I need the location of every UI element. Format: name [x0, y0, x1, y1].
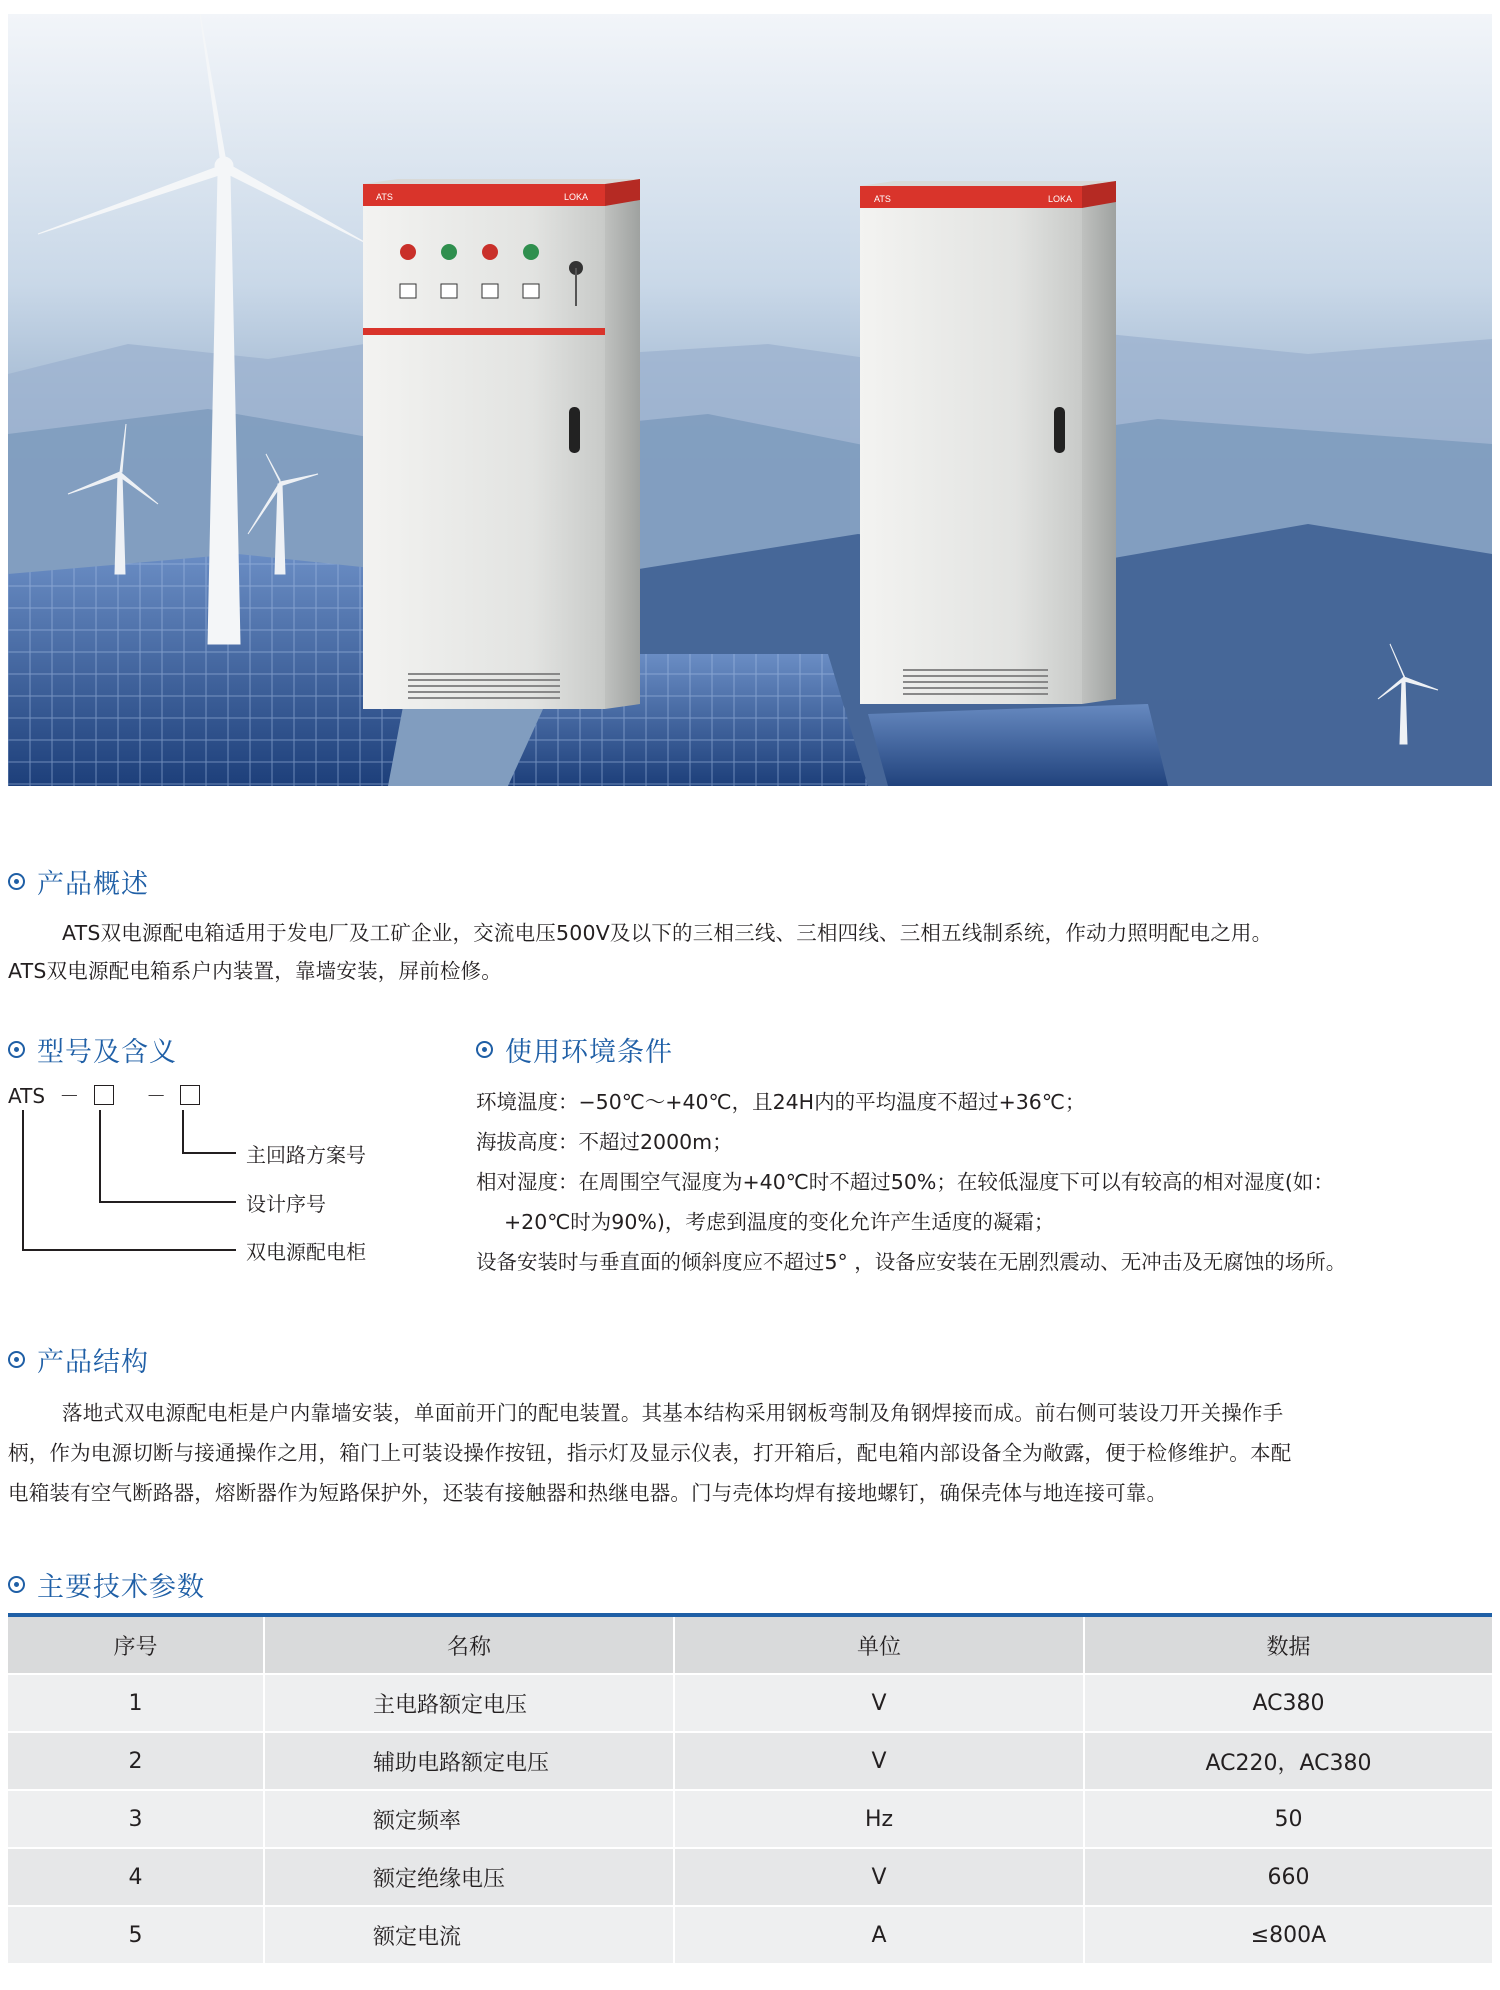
- overview-line-2: ATS双电源配电箱系户内装置，靠墙安装，屏前检修。: [8, 959, 502, 983]
- structure-line-3: 电箱装有空气断路器，熔断器作为短路保护外，还装有接触器和热继电器。门与壳体均焊有接地螺钉，确保壳体与地连接可靠。: [8, 1481, 1168, 1505]
- cell-name: 额定频率: [264, 1790, 674, 1848]
- cell-unit: A: [674, 1906, 1084, 1964]
- section-environment-title: [476, 1030, 673, 1069]
- structure-text: [8, 1393, 1492, 1513]
- params-table: [8, 1613, 1492, 1965]
- model-line: [99, 1201, 236, 1203]
- cabinet-right: [860, 181, 1116, 704]
- section-structure-title-text: 产品结构: [37, 1347, 149, 1378]
- model-dash-2: －: [146, 1084, 167, 1108]
- cell-name: 主电路额定电压: [264, 1674, 674, 1732]
- section-environment-title-text: 使用环境条件: [505, 1037, 673, 1068]
- model-diagram: [8, 1080, 428, 1280]
- model-line: [182, 1110, 184, 1153]
- cabinet-left-label: ATS: [376, 192, 393, 202]
- cell-unit: V: [674, 1848, 1084, 1906]
- cell-index: 2: [8, 1732, 264, 1790]
- bullet-circle-icon: [8, 1576, 25, 1593]
- structure-line-1: 落地式双电源配电柜是户内靠墙安装，单面前开门的配电装置。其基本结构采用钢板弯制及角钢焊接而成。前右侧可装设刀开关操作手: [62, 1401, 1284, 1425]
- model-box-1: [94, 1085, 114, 1105]
- section-model-title: [8, 1030, 177, 1069]
- header-name: 名称: [264, 1617, 674, 1674]
- table-row: [8, 1674, 1492, 1732]
- cell-name: 额定绝缘电压: [264, 1848, 674, 1906]
- section-params-title: [8, 1565, 205, 1604]
- env-line-5: 设备安装时与垂直面的倾斜度应不超过5° ，设备应安装在无剧烈震动、无冲击及无腐蚀的场所。: [476, 1250, 1347, 1274]
- model-dash-1: －: [59, 1084, 80, 1108]
- cell-unit: V: [674, 1732, 1084, 1790]
- cell-unit: V: [674, 1674, 1084, 1732]
- hero-illustration: [8, 14, 1492, 786]
- section-params-title-text: 主要技术参数: [37, 1572, 205, 1603]
- model-box-2: [180, 1085, 200, 1105]
- table-row: [8, 1848, 1492, 1906]
- cell-value: 660: [1084, 1848, 1492, 1906]
- hero-image: [8, 14, 1492, 786]
- model-line: [22, 1249, 236, 1251]
- section-structure-title: [8, 1340, 149, 1379]
- header-index: 序号: [8, 1617, 264, 1674]
- model-line: [99, 1110, 101, 1202]
- model-line: [182, 1152, 236, 1154]
- cell-value: AC220，AC380: [1084, 1732, 1492, 1790]
- model-label-design: 设计序号: [246, 1192, 326, 1216]
- overview-text: [8, 914, 1492, 990]
- section-model-title-text: 型号及含义: [37, 1037, 177, 1068]
- table-row: [8, 1732, 1492, 1790]
- env-line-4: +20℃时为90%)，考虑到温度的变化允许产生适度的凝霜；: [504, 1210, 1055, 1234]
- cell-index: 1: [8, 1674, 264, 1732]
- header-unit: 单位: [674, 1617, 1084, 1674]
- section-overview-title: [8, 862, 149, 901]
- environment-text: [476, 1082, 1486, 1282]
- cell-value: AC380: [1084, 1674, 1492, 1732]
- cell-index: 4: [8, 1848, 264, 1906]
- section-overview-title-text: 产品概述: [37, 869, 149, 900]
- structure-line-2: 柄，作为电源切断与接通操作之用，箱门上可装设操作按钮，指示灯及显示仪表，打开箱后，配电箱内部设备全为敞露，便于检修维护。本配: [8, 1441, 1292, 1465]
- bullet-circle-icon: [8, 873, 25, 890]
- cell-value: ≤800A: [1084, 1906, 1492, 1964]
- cell-name: 辅助电路额定电压: [264, 1732, 674, 1790]
- cell-index: 3: [8, 1790, 264, 1848]
- model-prefix: ATS: [8, 1084, 46, 1108]
- env-line-2: 海拔高度：不超过2000m；: [476, 1130, 733, 1154]
- table-row: [8, 1790, 1492, 1848]
- bullet-circle-icon: [476, 1041, 493, 1058]
- cell-unit: Hz: [674, 1790, 1084, 1848]
- bullet-circle-icon: [8, 1351, 25, 1368]
- env-line-3: 相对湿度：在周围空气湿度为+40℃时不超过50%；在较低湿度下可以有较高的相对湿度(如：: [476, 1170, 1334, 1194]
- model-label-cabinet: 双电源配电柜: [246, 1240, 366, 1264]
- cabinet-right-label: ATS: [874, 194, 891, 204]
- table-row: [8, 1906, 1492, 1964]
- model-label-scheme: 主回路方案号: [246, 1143, 366, 1167]
- cell-index: 5: [8, 1906, 264, 1964]
- model-code: [8, 1080, 200, 1109]
- cell-value: 50: [1084, 1790, 1492, 1848]
- header-value: 数据: [1084, 1617, 1492, 1674]
- model-line: [22, 1110, 24, 1250]
- env-line-1: 环境温度：−50℃～+40℃，且24H内的平均温度不超过+36℃；: [476, 1090, 1086, 1114]
- overview-line-1: ATS双电源配电箱适用于发电厂及工矿企业，交流电压500V及以下的三相三线、三相四线、三相五线制系统，作动力照明配电之用。: [62, 921, 1273, 945]
- cabinet-left-logo: LOKA: [564, 192, 589, 202]
- cabinet-right-logo: LOKA: [1048, 194, 1073, 204]
- cell-name: 额定电流: [264, 1906, 674, 1964]
- table-header-row: [8, 1617, 1492, 1674]
- cabinet-left: [363, 179, 640, 709]
- bullet-circle-icon: [8, 1041, 25, 1058]
